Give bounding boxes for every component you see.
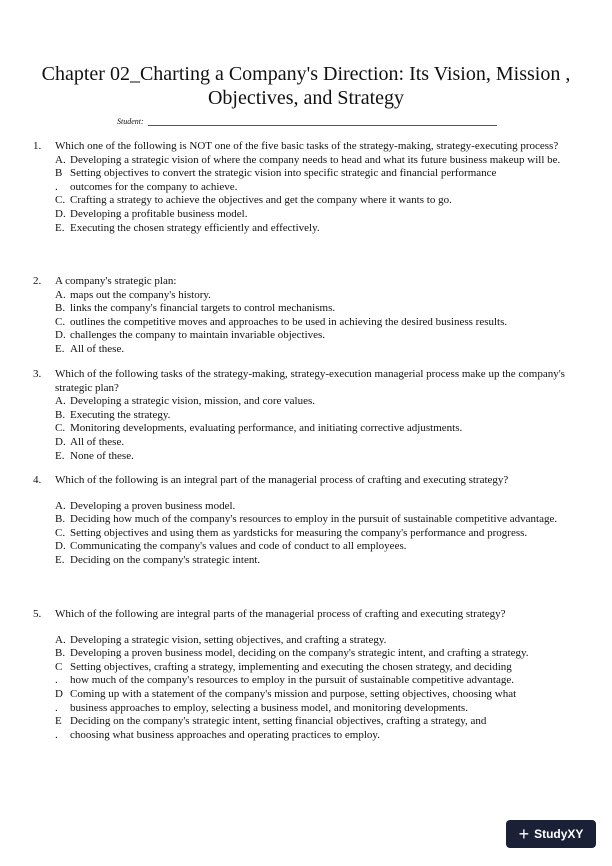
option-b [33, 409, 585, 423]
question-number: 1. [33, 140, 42, 152]
option-c [33, 527, 585, 541]
option-letter: E. [55, 221, 65, 234]
option-e [33, 450, 585, 464]
option-letter: C. [55, 315, 66, 328]
option-text: Setting objectives to convert the strategic vision into specific strategic and financial performance [70, 167, 497, 180]
option-letter: A. [55, 633, 66, 646]
question-text: Which one of the following is NOT one of the five basic tasks of the strategy-making, strategy-executing process? [55, 140, 559, 152]
option-a [33, 289, 585, 303]
option-c [33, 316, 585, 330]
option-e [33, 715, 585, 729]
option-text: Executing the strategy. [70, 408, 171, 421]
option-text: maps out the company's history. [70, 288, 211, 301]
option-letter: A. [55, 395, 66, 408]
option-a [33, 634, 585, 648]
option-a [33, 154, 585, 168]
option-letter: B. [55, 302, 66, 315]
question-text: Which of the following are integral parts of the managerial process of crafting and executing strategy? [55, 608, 506, 620]
option-c [33, 422, 585, 436]
option-text: Developing a strategic vision, setting objectives, and crafting a strategy. [70, 633, 387, 646]
option-d [33, 329, 585, 343]
option-text: Developing a strategic vision, mission, and core values. [70, 395, 315, 408]
option-text: Developing a profitable business model. [70, 207, 248, 220]
question-text: Which of the following tasks of the strategy-making, strategy-execution managerial process make up the company's strategic plan? [55, 368, 565, 394]
student-label: Student: [117, 117, 144, 126]
option-text: Communicating the company's values and code of conduct to all employees. [70, 540, 407, 553]
option-d [33, 688, 585, 702]
option-letter: B. [55, 408, 66, 421]
option-c [33, 194, 585, 208]
question-number: 5. [33, 608, 42, 620]
studyxy-badge[interactable] [506, 820, 596, 848]
option-letter: C [55, 660, 63, 673]
option-text: Developing a proven business model, deciding on the company's strategic intent, and crafting a strategy. [70, 647, 529, 660]
option-text: Monitoring developments, evaluating performance, and initiating corrective adjustments. [70, 422, 463, 435]
option-d [33, 540, 585, 554]
option-letter: E. [55, 553, 65, 566]
option-text: Crafting a strategy to achieve the objectives and get the company where it wants to go. [70, 194, 452, 207]
option-letter: A. [55, 153, 66, 166]
option-a [33, 395, 585, 409]
option-letter: D. [55, 207, 66, 220]
question-number: 3. [33, 368, 42, 380]
option-text: Coming up with a statement of the company's mission and purpose, setting objectives, choosing what [70, 687, 517, 700]
option-text: challenges the company to maintain invariable objectives. [70, 329, 326, 342]
option-a [33, 500, 585, 514]
option-letter: . [55, 728, 58, 741]
option-text: outcomes for the company to achieve. [70, 180, 238, 193]
option-text: Deciding how much of the company's resources to employ in the pursuit of sustainable competitive advantage. [70, 513, 558, 526]
option-e [33, 222, 585, 236]
option-letter: D. [55, 329, 66, 342]
option-letter: E. [55, 449, 65, 462]
option-letter: E. [55, 342, 65, 355]
option-b [33, 647, 585, 661]
question-3 [33, 368, 585, 463]
badge-label: StudyXY [534, 827, 584, 841]
option-letter: E [55, 715, 62, 728]
option-letter: C. [55, 526, 66, 539]
option-d [33, 208, 585, 222]
student-line [148, 117, 497, 126]
question-2 [33, 275, 585, 357]
option-text: choosing what business approaches and operating practices to employ. [70, 728, 380, 741]
option-b [33, 302, 585, 316]
question-4 [33, 474, 585, 568]
option-b [33, 167, 585, 181]
option-text: Developing a proven business model. [70, 499, 236, 512]
question-5 [33, 608, 585, 742]
option-e [33, 554, 585, 568]
option-letter: D [55, 687, 63, 700]
option-letter: B [55, 167, 63, 180]
option-text: Deciding on the company's strategic intent. [70, 553, 261, 566]
option-b [33, 513, 585, 527]
option-letter: A. [55, 499, 66, 512]
option-letter: B. [55, 513, 66, 526]
option-letter: C. [55, 194, 66, 207]
option-text: Deciding on the company's strategic intent, setting financial objectives, crafting a strategy, and [70, 715, 487, 728]
plus-icon: + [518, 824, 530, 844]
option-d-cont [33, 702, 585, 716]
question-text: A company's strategic plan: [55, 275, 177, 287]
option-text: Developing a strategic vision of where the company needs to head and what its future business makeup will be. [70, 153, 561, 166]
option-e-cont [33, 729, 585, 743]
option-letter: C. [55, 422, 66, 435]
option-letter: D. [55, 435, 66, 448]
option-letter: D. [55, 540, 66, 553]
question-1 [33, 140, 585, 235]
option-text: All of these. [70, 342, 125, 355]
page-title: Chapter 02_Charting a Company's Direction: Its Vision, Mission , Objectives, and Strategy [41, 63, 571, 109]
option-text: Setting objectives and using them as yardsticks for measuring the company's performance and progress. [70, 526, 528, 539]
option-c-cont [33, 674, 585, 688]
option-text: Setting objectives, crafting a strategy, implementing and executing the chosen strategy, and deciding [70, 660, 512, 673]
option-letter: . [55, 674, 58, 687]
option-letter: A. [55, 288, 66, 301]
option-letter: . [55, 180, 58, 193]
question-number: 4. [33, 474, 42, 486]
student-field [117, 117, 497, 126]
option-letter: . [55, 701, 58, 714]
option-text: None of these. [70, 449, 134, 462]
option-text: outlines the competitive moves and approaches to be used in achieving the desired business results. [70, 315, 508, 328]
option-b-cont [33, 181, 585, 195]
option-text: links the company's financial targets to control mechanisms. [70, 302, 336, 315]
option-letter: B. [55, 647, 66, 660]
question-text: Which of the following is an integral part of the managerial process of crafting and executing strategy? [55, 474, 509, 486]
option-text: Executing the chosen strategy efficiently and effectively. [70, 221, 320, 234]
option-e [33, 343, 585, 357]
question-number: 2. [33, 275, 42, 287]
option-text: business approaches to employ, selecting a business model, and monitoring developments. [70, 701, 468, 714]
option-c [33, 661, 585, 675]
option-text: All of these. [70, 435, 125, 448]
option-d [33, 436, 585, 450]
option-text: how much of the company's resources to employ in the pursuit of sustainable competitive advantage. [70, 674, 515, 687]
